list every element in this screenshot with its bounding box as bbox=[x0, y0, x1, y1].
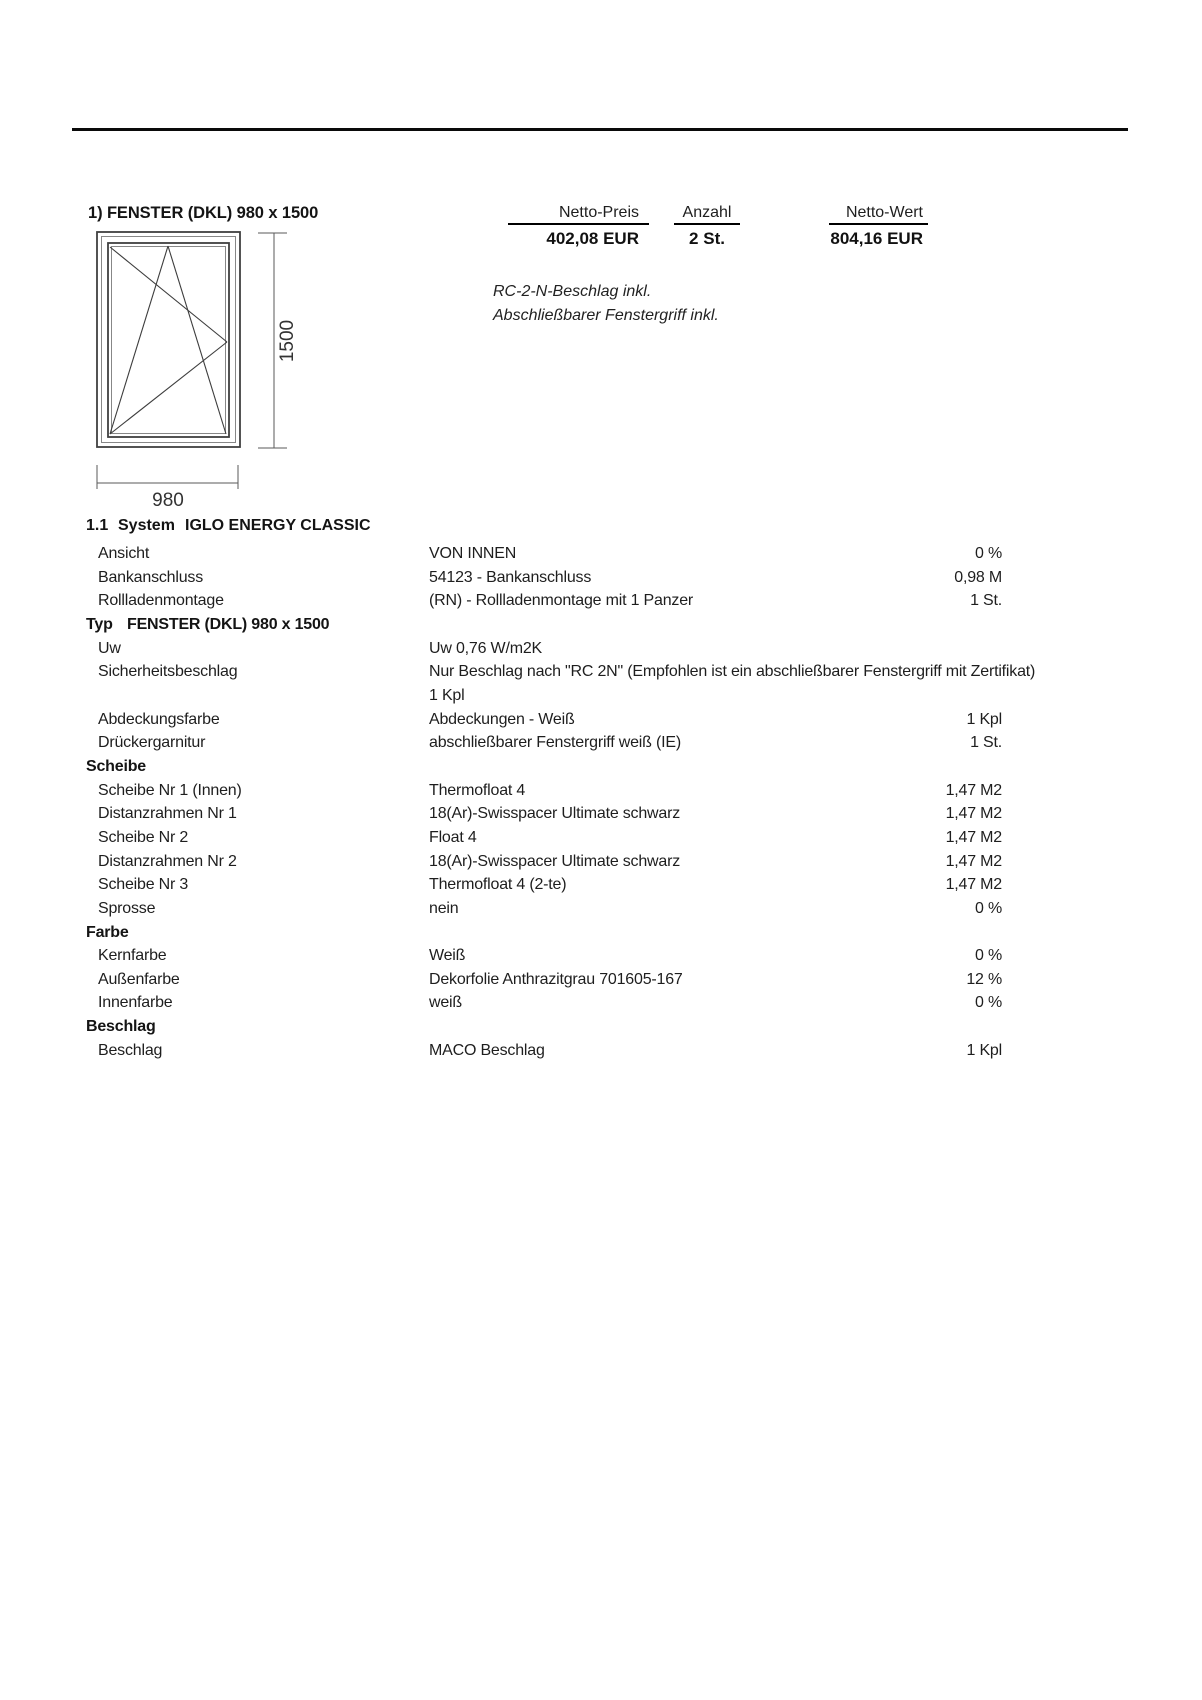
height-dimension-label: 1500 bbox=[277, 319, 299, 363]
spec-value: VON INNEN bbox=[429, 545, 517, 562]
spec-row bbox=[86, 637, 1008, 661]
spec-label: Sprosse bbox=[98, 899, 156, 917]
spec-value: Thermofloat 4 bbox=[429, 781, 526, 799]
spec-label: Abdeckungsfarbe bbox=[98, 710, 220, 728]
spec-amount: 1 St. bbox=[970, 734, 1002, 752]
spec-value: FENSTER (DKL) 980 x 1500 bbox=[127, 615, 330, 633]
spec-amount: 1,47 M2 bbox=[945, 876, 1002, 894]
spec-value: 54123 - Bankanschluss bbox=[429, 568, 592, 586]
spec-value: Float 4 bbox=[429, 828, 477, 846]
spec-label: Bankanschluss bbox=[98, 568, 204, 586]
spec-amount: 0 % bbox=[975, 947, 1002, 965]
anzahl-value: 2 St. bbox=[689, 229, 725, 248]
tilt-indicator-line bbox=[168, 246, 226, 434]
turn-indicator-line bbox=[110, 247, 227, 342]
spec-amount bbox=[1035, 660, 1151, 684]
spec-label: Rollladenmontage bbox=[98, 592, 224, 610]
spec-row bbox=[86, 660, 1036, 684]
spec-row bbox=[86, 850, 1008, 874]
spec-value: 18(Ar)-Swisspacer Ultimate schwarz bbox=[429, 805, 681, 823]
spec-row bbox=[86, 779, 1008, 803]
note-line-1: RC-2-N-Beschlag inkl. bbox=[493, 283, 652, 300]
spec-label: Scheibe Nr 2 bbox=[98, 828, 189, 846]
turn-indicator-line bbox=[110, 342, 227, 434]
spec-amount: 0 % bbox=[975, 899, 1002, 917]
spec-amount bbox=[892, 613, 1008, 637]
window-sash-frame bbox=[108, 243, 229, 437]
spec-amount bbox=[892, 637, 1008, 661]
spec-row bbox=[86, 731, 1008, 755]
spec-value: Weiß bbox=[429, 947, 466, 965]
spec-label: Scheibe Nr 1 (Innen) bbox=[98, 781, 242, 799]
spec-row bbox=[86, 991, 1008, 1015]
netto-wert-header: Netto-Wert bbox=[829, 204, 928, 225]
spec-label bbox=[98, 684, 429, 708]
spec-row bbox=[86, 684, 1008, 708]
spec-amount bbox=[892, 1015, 1008, 1039]
window-elevation-drawing bbox=[90, 225, 310, 515]
spec-label: Distanzrahmen Nr 1 bbox=[98, 805, 237, 823]
page-top-rule bbox=[72, 128, 1128, 131]
spec-value: 18(Ar)-Swisspacer Ultimate schwarz bbox=[429, 852, 681, 870]
spec-amount: 1,47 M2 bbox=[945, 828, 1002, 846]
spec-label: Innenfarbe bbox=[98, 994, 173, 1012]
spec-amount: 12 % bbox=[966, 970, 1002, 988]
spec-label: Kernfarbe bbox=[98, 947, 167, 965]
spec-label: Scheibe Nr 3 bbox=[98, 876, 189, 894]
tilt-indicator-line bbox=[110, 246, 168, 434]
price-column-netto-preis bbox=[508, 204, 649, 249]
spec-row bbox=[86, 873, 1008, 897]
spec-label: Farbe bbox=[86, 923, 129, 941]
spec-label: Ansicht bbox=[98, 545, 150, 562]
spec-section-row bbox=[86, 921, 1008, 945]
spec-amount bbox=[892, 921, 1008, 945]
spec-value bbox=[127, 755, 892, 779]
spec-label: Sicherheitsbeschlag bbox=[98, 663, 238, 681]
spec-label: Außenfarbe bbox=[98, 970, 180, 988]
spec-value bbox=[127, 1015, 892, 1039]
spec-amount: 1 Kpl bbox=[966, 710, 1002, 728]
spec-label: Scheibe bbox=[86, 757, 146, 775]
spec-amount bbox=[892, 684, 1008, 708]
window-drawing-svg bbox=[90, 225, 310, 515]
spec-amount: 0,98 M bbox=[954, 568, 1002, 586]
spec-table bbox=[86, 542, 1036, 1062]
spec-amount: 0 % bbox=[975, 545, 1002, 562]
spec-section-row bbox=[86, 755, 1008, 779]
netto-preis-header: Netto-Preis bbox=[508, 204, 649, 225]
spec-label: Drückergarnitur bbox=[98, 734, 206, 752]
spec-value: Nur Beschlag nach "RC 2N" (Empfohlen ist ein abschließbarer Fenstergriff mit Zertifikat) bbox=[429, 663, 1036, 681]
system-header-row bbox=[86, 517, 371, 535]
spec-section-row bbox=[86, 613, 1008, 637]
spec-value: weiß bbox=[429, 994, 462, 1012]
spec-row bbox=[86, 968, 1008, 992]
price-column-anzahl bbox=[674, 204, 740, 249]
spec-value bbox=[127, 921, 892, 945]
spec-amount: 1,47 M2 bbox=[945, 781, 1002, 799]
spec-row bbox=[86, 1039, 1008, 1063]
spec-amount: 1 St. bbox=[970, 592, 1002, 610]
spec-label: Beschlag bbox=[98, 1041, 163, 1059]
spec-label: Uw bbox=[98, 639, 121, 657]
spec-value: (RN) - Rollladenmontage mit 1 Panzer bbox=[429, 592, 694, 610]
spec-section-row bbox=[86, 1015, 1008, 1039]
netto-preis-value: 402,08 EUR bbox=[546, 229, 639, 248]
spec-value: Abdeckungen - Weiß bbox=[429, 710, 575, 728]
spec-row bbox=[86, 566, 1008, 590]
spec-value: nein bbox=[429, 899, 459, 917]
price-column-netto-wert bbox=[829, 204, 928, 249]
spec-value: abschließbarer Fenstergriff weiß (IE) bbox=[429, 734, 681, 752]
spec-value: MACO Beschlag bbox=[429, 1041, 545, 1059]
spec-amount: 1,47 M2 bbox=[945, 805, 1002, 823]
inclusion-notes bbox=[493, 280, 719, 328]
window-outer-frame bbox=[97, 232, 240, 447]
spec-row bbox=[86, 802, 1008, 826]
system-name: IGLO ENERGY CLASSIC bbox=[185, 517, 371, 534]
system-number: 1.1 bbox=[86, 517, 109, 534]
spec-label: Typ bbox=[86, 615, 113, 633]
spec-value: 1 Kpl bbox=[429, 686, 465, 704]
spec-row bbox=[86, 897, 1008, 921]
spec-value: Dekorfolie Anthrazitgrau 701605-167 bbox=[429, 970, 683, 988]
anzahl-header: Anzahl bbox=[674, 204, 740, 225]
spec-row bbox=[86, 542, 1008, 566]
note-line-2: Abschließbarer Fenstergriff inkl. bbox=[493, 307, 719, 324]
spec-row bbox=[86, 944, 1008, 968]
spec-label: Distanzrahmen Nr 2 bbox=[98, 852, 237, 870]
spec-amount bbox=[892, 755, 1008, 779]
width-dimension-label: 980 bbox=[152, 490, 184, 511]
spec-value: Uw 0,76 W/m2K bbox=[429, 639, 542, 657]
spec-row bbox=[86, 708, 1008, 732]
spec-amount: 0 % bbox=[975, 994, 1002, 1012]
system-key: System bbox=[118, 517, 175, 534]
item-title: 1) FENSTER (DKL) 980 x 1500 bbox=[88, 204, 319, 222]
spec-amount: 1,47 M2 bbox=[945, 852, 1002, 870]
spec-amount: 1 Kpl bbox=[966, 1041, 1002, 1059]
netto-wert-value: 804,16 EUR bbox=[830, 229, 923, 248]
spec-value: Thermofloat 4 (2-te) bbox=[429, 876, 567, 894]
spec-row bbox=[86, 589, 1008, 613]
spec-label: Beschlag bbox=[86, 1018, 156, 1036]
spec-row bbox=[86, 826, 1008, 850]
